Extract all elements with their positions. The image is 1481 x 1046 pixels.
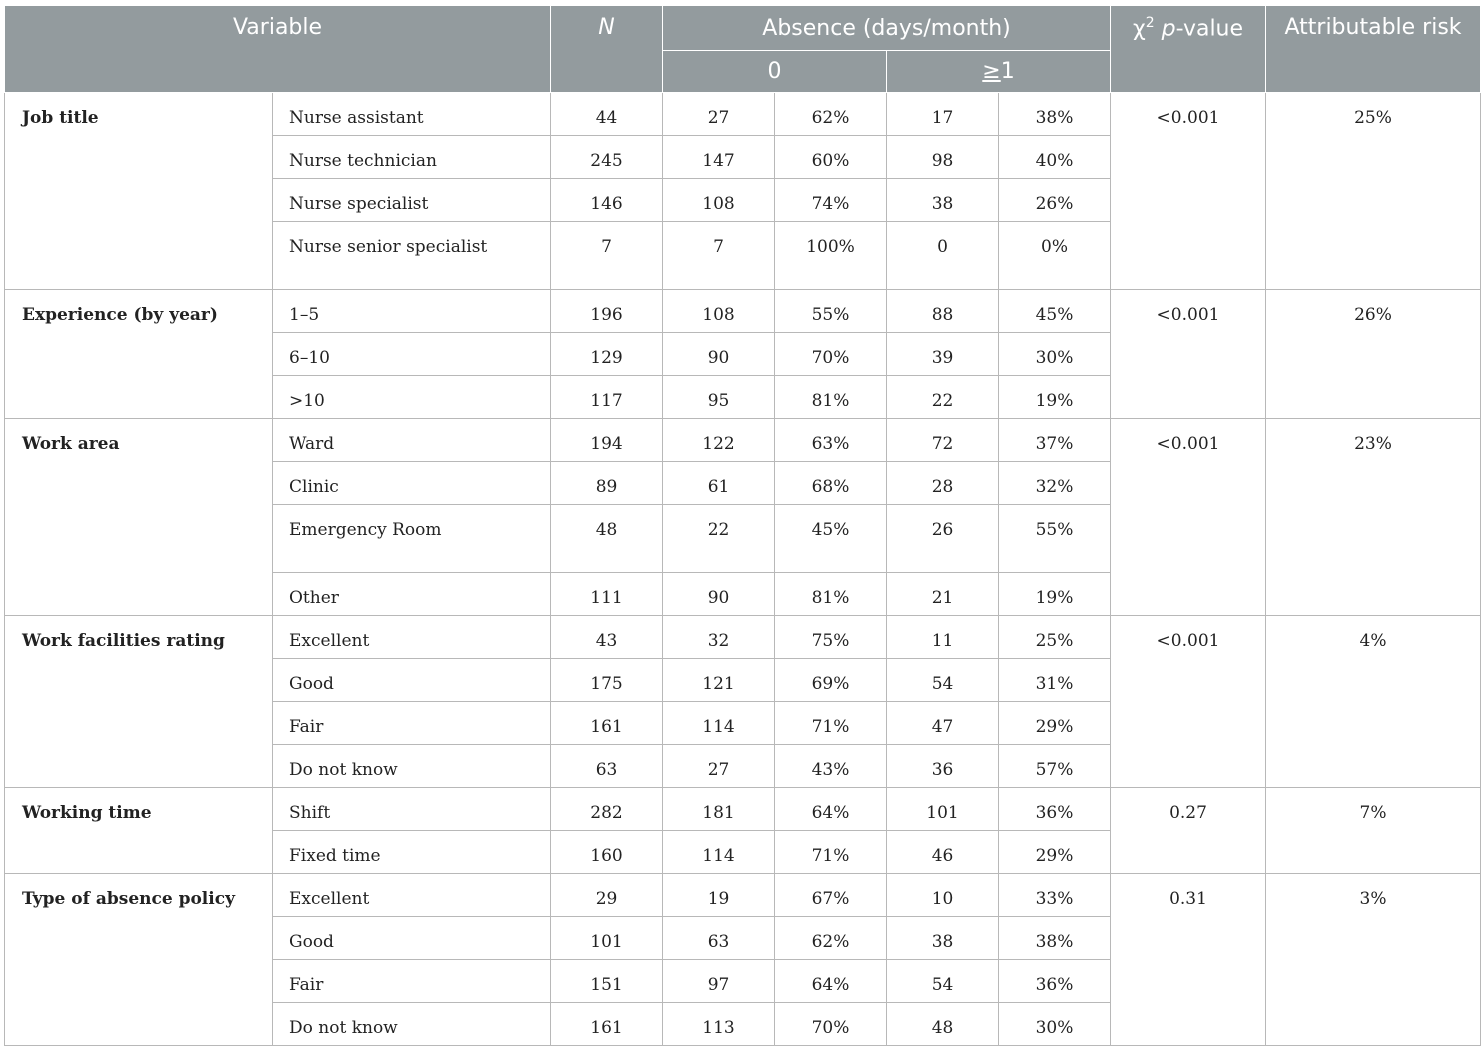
absence-ge1-percent: 30% xyxy=(999,1003,1111,1046)
absence-ge1-percent: 29% xyxy=(999,702,1111,745)
header-chi-sup: 2 xyxy=(1145,15,1155,31)
absence-zero-percent: 62% xyxy=(775,917,887,960)
absence-zero-count: 114 xyxy=(663,702,775,745)
category-label: 6–10 xyxy=(273,333,551,376)
row-group xyxy=(5,616,1481,788)
absence-zero-percent: 60% xyxy=(775,136,887,179)
absence-ge1-percent: 36% xyxy=(999,960,1111,1003)
absence-zero-count: 90 xyxy=(663,573,775,616)
absence-ge1-count: 48 xyxy=(887,1003,999,1046)
absence-zero-count: 122 xyxy=(663,419,775,462)
absence-zero-percent: 62% xyxy=(775,93,887,136)
category-label: Fair xyxy=(273,702,551,745)
attributable-risk: 25% xyxy=(1266,93,1481,290)
absence-ge1-count: 47 xyxy=(887,702,999,745)
header-n-label: N xyxy=(598,15,615,40)
n-value: 194 xyxy=(551,419,663,462)
n-value: 89 xyxy=(551,462,663,505)
absence-ge1-percent: 33% xyxy=(999,874,1111,917)
n-value: 196 xyxy=(551,290,663,333)
n-value: 129 xyxy=(551,333,663,376)
absence-ge1-percent: 0% xyxy=(999,222,1111,290)
absence-ge1-count: 36 xyxy=(887,745,999,788)
absence-ge1-percent: 40% xyxy=(999,136,1111,179)
absence-zero-percent: 71% xyxy=(775,831,887,874)
absence-ge1-percent: 36% xyxy=(999,788,1111,831)
absence-ge1-percent: 30% xyxy=(999,333,1111,376)
absence-ge1-percent: 19% xyxy=(999,573,1111,616)
category-label: 1–5 xyxy=(273,290,551,333)
absence-ge1-percent: 32% xyxy=(999,462,1111,505)
absence-zero-percent: 74% xyxy=(775,179,887,222)
absence-ge1-count: 38 xyxy=(887,917,999,960)
n-value: 282 xyxy=(551,788,663,831)
absence-ge1-percent: 38% xyxy=(999,917,1111,960)
attributable-risk: 7% xyxy=(1266,788,1481,874)
header-ge-value: 1 xyxy=(1000,59,1015,84)
category-label: >10 xyxy=(273,376,551,419)
variable-name: Type of absence policy xyxy=(5,874,273,1046)
absence-ge1-percent: 25% xyxy=(999,616,1111,659)
absence-zero-count: 90 xyxy=(663,333,775,376)
absence-zero-percent: 64% xyxy=(775,960,887,1003)
category-label: Other xyxy=(273,573,551,616)
absence-zero-count: 181 xyxy=(663,788,775,831)
table-row xyxy=(5,616,1481,659)
absence-zero-percent: 68% xyxy=(775,462,887,505)
n-value: 146 xyxy=(551,179,663,222)
row-group xyxy=(5,290,1481,419)
row-group xyxy=(5,788,1481,874)
header-variable: Variable xyxy=(5,6,551,93)
n-value: 117 xyxy=(551,376,663,419)
p-value: <0.001 xyxy=(1111,290,1266,419)
variable-name: Working time xyxy=(5,788,273,874)
table-header xyxy=(5,6,1481,93)
absence-ge1-count: 88 xyxy=(887,290,999,333)
absence-ge1-percent: 31% xyxy=(999,659,1111,702)
n-value: 111 xyxy=(551,573,663,616)
row-group xyxy=(5,874,1481,1046)
absence-ge1-count: 28 xyxy=(887,462,999,505)
absence-zero-count: 22 xyxy=(663,505,775,573)
absence-zero-count: 108 xyxy=(663,179,775,222)
absence-zero-count: 27 xyxy=(663,93,775,136)
absence-zero-count: 121 xyxy=(663,659,775,702)
header-ge-symbol: ≥ xyxy=(982,59,1001,84)
attributable-risk: 26% xyxy=(1266,290,1481,419)
header-attributable-risk: Attributable risk xyxy=(1266,6,1481,93)
absence-zero-percent: 75% xyxy=(775,616,887,659)
attributable-risk: 23% xyxy=(1266,419,1481,616)
absence-zero-count: 61 xyxy=(663,462,775,505)
absence-ge1-percent: 37% xyxy=(999,419,1111,462)
category-label: Good xyxy=(273,917,551,960)
row-group xyxy=(5,93,1481,290)
n-value: 48 xyxy=(551,505,663,573)
n-value: 245 xyxy=(551,136,663,179)
p-value: 0.31 xyxy=(1111,874,1266,1046)
absence-zero-count: 113 xyxy=(663,1003,775,1046)
category-label: Fixed time xyxy=(273,831,551,874)
category-label: Nurse technician xyxy=(273,136,551,179)
absence-zero-count: 97 xyxy=(663,960,775,1003)
category-label: Excellent xyxy=(273,616,551,659)
absence-zero-count: 27 xyxy=(663,745,775,788)
absence-ge1-percent: 26% xyxy=(999,179,1111,222)
n-value: 29 xyxy=(551,874,663,917)
row-group xyxy=(5,419,1481,616)
category-label: Good xyxy=(273,659,551,702)
absence-zero-percent: 67% xyxy=(775,874,887,917)
absence-zero-percent: 100% xyxy=(775,222,887,290)
n-value: 43 xyxy=(551,616,663,659)
variable-name: Experience (by year) xyxy=(5,290,273,419)
category-label: Clinic xyxy=(273,462,551,505)
absence-zero-count: 95 xyxy=(663,376,775,419)
absence-zero-count: 7 xyxy=(663,222,775,290)
absence-table xyxy=(4,5,1481,1046)
absence-zero-percent: 69% xyxy=(775,659,887,702)
absence-zero-count: 114 xyxy=(663,831,775,874)
absence-ge1-percent: 19% xyxy=(999,376,1111,419)
variable-name: Job title xyxy=(5,93,273,290)
absence-zero-percent: 55% xyxy=(775,290,887,333)
attributable-risk: 4% xyxy=(1266,616,1481,788)
absence-zero-count: 63 xyxy=(663,917,775,960)
absence-zero-count: 19 xyxy=(663,874,775,917)
category-label: Ward xyxy=(273,419,551,462)
absence-ge1-count: 11 xyxy=(887,616,999,659)
category-label: Nurse assistant xyxy=(273,93,551,136)
absence-zero-percent: 81% xyxy=(775,376,887,419)
absence-ge1-count: 39 xyxy=(887,333,999,376)
p-value: 0.27 xyxy=(1111,788,1266,874)
absence-ge1-count: 21 xyxy=(887,573,999,616)
absence-ge1-count: 72 xyxy=(887,419,999,462)
category-label: Nurse specialist xyxy=(273,179,551,222)
absence-ge1-percent: 38% xyxy=(999,93,1111,136)
absence-ge1-count: 17 xyxy=(887,93,999,136)
n-value: 63 xyxy=(551,745,663,788)
category-label: Excellent xyxy=(273,874,551,917)
category-label: Do not know xyxy=(273,745,551,788)
n-value: 101 xyxy=(551,917,663,960)
p-value: <0.001 xyxy=(1111,419,1266,616)
absence-zero-percent: 43% xyxy=(775,745,887,788)
table-row xyxy=(5,290,1481,333)
absence-ge1-count: 54 xyxy=(887,960,999,1003)
table-container xyxy=(4,5,1462,1046)
n-value: 161 xyxy=(551,1003,663,1046)
absence-ge1-count: 0 xyxy=(887,222,999,290)
table-row xyxy=(5,788,1481,831)
absence-zero-percent: 70% xyxy=(775,333,887,376)
n-value: 161 xyxy=(551,702,663,745)
header-p-italic: p xyxy=(1161,16,1176,42)
absence-zero-percent: 64% xyxy=(775,788,887,831)
absence-zero-percent: 81% xyxy=(775,573,887,616)
absence-zero-percent: 63% xyxy=(775,419,887,462)
absence-zero-count: 108 xyxy=(663,290,775,333)
absence-ge1-count: 10 xyxy=(887,874,999,917)
absence-ge1-count: 54 xyxy=(887,659,999,702)
n-value: 7 xyxy=(551,222,663,290)
category-label: Shift xyxy=(273,788,551,831)
header-p-suffix: -value xyxy=(1175,16,1244,42)
absence-ge1-count: 98 xyxy=(887,136,999,179)
category-label: Emergency Room xyxy=(273,505,551,573)
header-absence-zero: 0 xyxy=(663,51,887,93)
p-value: <0.001 xyxy=(1111,616,1266,788)
absence-ge1-count: 46 xyxy=(887,831,999,874)
absence-zero-percent: 45% xyxy=(775,505,887,573)
header-absence: Absence (days/month) xyxy=(663,6,1111,51)
attributable-risk: 3% xyxy=(1266,874,1481,1046)
table-row xyxy=(5,93,1481,136)
table-row xyxy=(5,874,1481,917)
absence-ge1-count: 101 xyxy=(887,788,999,831)
variable-name: Work area xyxy=(5,419,273,616)
category-label: Do not know xyxy=(273,1003,551,1046)
absence-ge1-percent: 45% xyxy=(999,290,1111,333)
category-label: Fair xyxy=(273,960,551,1003)
variable-name: Work facilities rating xyxy=(5,616,273,788)
n-value: 160 xyxy=(551,831,663,874)
table-row xyxy=(5,419,1481,462)
n-value: 44 xyxy=(551,93,663,136)
absence-ge1-count: 22 xyxy=(887,376,999,419)
header-absence-ge1 xyxy=(887,51,1111,93)
header-n xyxy=(551,6,663,93)
category-label: Nurse senior specialist xyxy=(273,222,551,290)
absence-ge1-percent: 55% xyxy=(999,505,1111,573)
header-p-value xyxy=(1111,6,1266,93)
absence-zero-count: 147 xyxy=(663,136,775,179)
absence-ge1-percent: 29% xyxy=(999,831,1111,874)
absence-ge1-percent: 57% xyxy=(999,745,1111,788)
absence-ge1-count: 26 xyxy=(887,505,999,573)
p-value: <0.001 xyxy=(1111,93,1266,290)
absence-zero-count: 32 xyxy=(663,616,775,659)
header-chi-symbol: χ xyxy=(1132,16,1146,42)
absence-zero-percent: 70% xyxy=(775,1003,887,1046)
absence-ge1-count: 38 xyxy=(887,179,999,222)
n-value: 175 xyxy=(551,659,663,702)
absence-zero-percent: 71% xyxy=(775,702,887,745)
n-value: 151 xyxy=(551,960,663,1003)
